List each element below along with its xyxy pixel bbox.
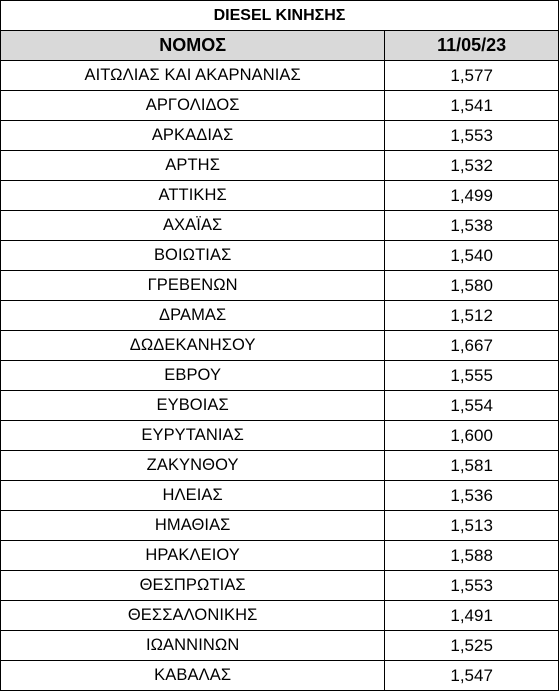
prefecture-name-cell: ΑΡΤΗΣ: [1, 151, 385, 180]
table-header-row: [1, 31, 559, 61]
table-row: [1, 571, 559, 601]
price-value-cell: 1,555: [385, 361, 559, 390]
table-row: [1, 361, 559, 391]
table-row: [1, 151, 559, 181]
table-row: [1, 481, 559, 511]
prefecture-name-cell: ΑΧΑΪΑΣ: [1, 211, 385, 240]
table-row: [1, 301, 559, 331]
prefecture-name-cell: ΑΤΤΙΚΗΣ: [1, 181, 385, 210]
table-row: [1, 241, 559, 271]
table-title-row: [1, 1, 559, 31]
price-value-cell: 1,525: [385, 631, 559, 660]
prefecture-name-cell: ΕΥΒΟΙΑΣ: [1, 391, 385, 420]
price-value-cell: 1,513: [385, 511, 559, 540]
prefecture-name-cell: ΕΥΡΥΤΑΝΙΑΣ: [1, 421, 385, 450]
price-value-cell: 1,532: [385, 151, 559, 180]
price-value-cell: 1,540: [385, 241, 559, 270]
prefecture-name-cell: ΙΩΑΝΝΙΝΩΝ: [1, 631, 385, 660]
table-row: [1, 541, 559, 571]
table-row: [1, 181, 559, 211]
prefecture-name-cell: ΑΡΚΑΔΙΑΣ: [1, 121, 385, 150]
table-row: [1, 511, 559, 541]
table-row: [1, 661, 559, 691]
price-value-cell: 1,554: [385, 391, 559, 420]
column-header-date: 11/05/23: [385, 31, 559, 60]
price-value-cell: 1,600: [385, 421, 559, 450]
prefecture-name-cell: ΔΡΑΜΑΣ: [1, 301, 385, 330]
prefecture-name-cell: ΖΑΚΥΝΘΟΥ: [1, 451, 385, 480]
price-value-cell: 1,553: [385, 121, 559, 150]
table-row: [1, 91, 559, 121]
prefecture-name-cell: ΒΟΙΩΤΙΑΣ: [1, 241, 385, 270]
table-row: [1, 421, 559, 451]
prefecture-name-cell: ΚΑΒΑΛΑΣ: [1, 661, 385, 690]
price-value-cell: 1,536: [385, 481, 559, 510]
prefecture-name-cell: ΕΒΡΟΥ: [1, 361, 385, 390]
table-row: [1, 631, 559, 661]
prefecture-name-cell: ΑΡΓΟΛΙΔΟΣ: [1, 91, 385, 120]
table-row: [1, 121, 559, 151]
column-header-prefecture: ΝΟΜΟΣ: [1, 31, 385, 60]
table-row: [1, 331, 559, 361]
price-value-cell: 1,538: [385, 211, 559, 240]
price-value-cell: 1,580: [385, 271, 559, 300]
prefecture-name-cell: ΗΛΕΙΑΣ: [1, 481, 385, 510]
table-body: [1, 61, 559, 691]
prefecture-name-cell: ΘΕΣΠΡΩΤΙΑΣ: [1, 571, 385, 600]
price-value-cell: 1,667: [385, 331, 559, 360]
price-value-cell: 1,491: [385, 601, 559, 630]
prefecture-name-cell: ΓΡΕΒΕΝΩΝ: [1, 271, 385, 300]
price-value-cell: 1,541: [385, 91, 559, 120]
table-row: [1, 601, 559, 631]
table-row: [1, 211, 559, 241]
price-value-cell: 1,553: [385, 571, 559, 600]
prefecture-name-cell: ΔΩΔΕΚΑΝΗΣΟΥ: [1, 331, 385, 360]
table-title: DIESEL ΚΙΝΗΣΗΣ: [1, 1, 559, 30]
table-row: [1, 61, 559, 91]
table-row: [1, 451, 559, 481]
price-value-cell: 1,512: [385, 301, 559, 330]
price-value-cell: 1,547: [385, 661, 559, 690]
prefecture-name-cell: ΘΕΣΣΑΛΟΝΙΚΗΣ: [1, 601, 385, 630]
table-row: [1, 391, 559, 421]
prefecture-name-cell: ΗΡΑΚΛΕΙΟΥ: [1, 541, 385, 570]
price-value-cell: 1,577: [385, 61, 559, 90]
prefecture-name-cell: ΗΜΑΘΙΑΣ: [1, 511, 385, 540]
price-value-cell: 1,499: [385, 181, 559, 210]
prefecture-name-cell: ΑΙΤΩΛΙΑΣ ΚΑΙ ΑΚΑΡΝΑΝΙΑΣ: [1, 61, 385, 90]
price-value-cell: 1,581: [385, 451, 559, 480]
price-value-cell: 1,588: [385, 541, 559, 570]
table-row: [1, 271, 559, 301]
